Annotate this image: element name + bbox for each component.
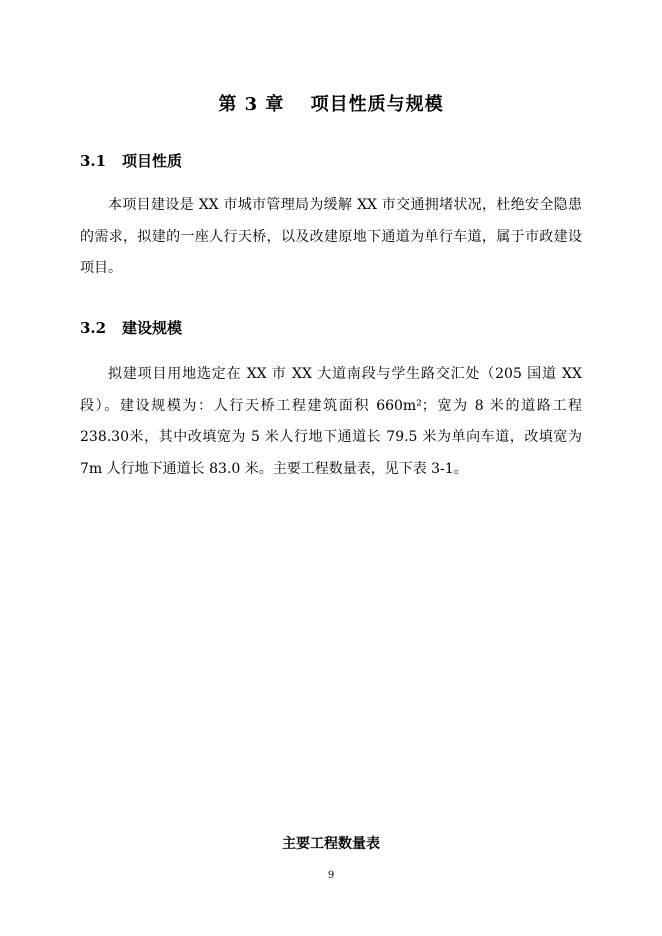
section-heading-3-2 (80, 317, 182, 338)
section-paragraph: 本项目建设是 XX 市城市管理局为缓解 XX 市交通拥堵状况，杜绝安全隐患的需求，拟建的一座人行天桥，以及改建原地下通道为单行车道，属于市政建设项目。 (80, 197, 582, 276)
section-number: 3.2 (80, 319, 107, 337)
page-number: 9 (327, 870, 335, 881)
section-paragraph: 拟建项目用地选定在 XX 市 XX 大道南段与学生路交汇处（205 国道 XX 段）。建设规模为：人行天桥工程建筑面积 660m²；宽为 8 米的道路工程 238.30米，其中改填宽为 5 米人行地下通道长 79.5 米为单向车道，改填宽为 7m 人行地下通道长 83.0 米。主要工程数量表，见下表 3-1。 (80, 366, 582, 477)
table-caption: 主要工程数量表 (282, 836, 380, 852)
chapter-title: 第 3 章 项目性质与规模 (218, 94, 444, 115)
section-heading-3-1 (80, 150, 182, 171)
section-title: 建设规模 (122, 319, 183, 337)
section-title: 项目性质 (122, 152, 183, 170)
section-number: 3.1 (80, 152, 107, 170)
